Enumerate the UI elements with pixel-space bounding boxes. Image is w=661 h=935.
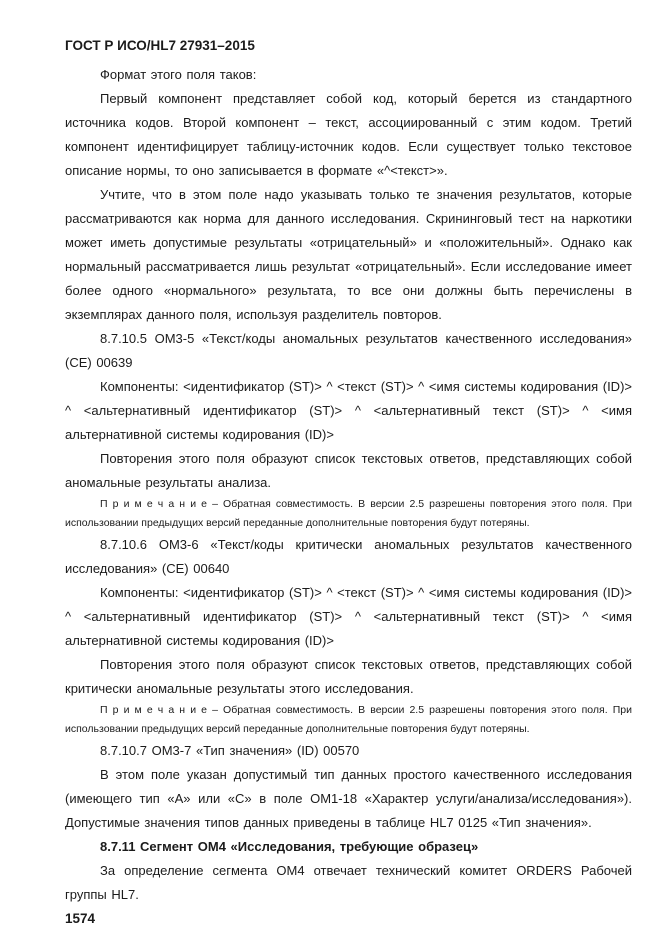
page-number: 1574 [65, 911, 96, 926]
paragraph: Формат этого поля таков: [100, 67, 257, 82]
section-heading: 8.7.10.7 OM3-7 «Тип значения» (ID) 00570 [100, 743, 360, 758]
section-heading-bold: 8.7.11 Сегмент OM4 «Исследования, требующие образец» [100, 839, 479, 854]
note-paragraph: П р и м е ч а н и е – Обратная совместимость. В версии 2.5 разрешены повторения этого поля. При использовании предыдущих версий переданные дополнительные повторения будут потеряны. [65, 498, 632, 529]
paragraph: Учтите, что в этом поле надо указывать только те значения результатов, которые рассматриваются как норма для данного исследования. Скрининговый тест на наркотики может иметь допустимые результаты «отрицательный» и «положительный». Однако как нормальный рассматривается лишь результат «отрицательный». Если исследование имеет более одного «нормального» результата, то все они должны быть перечислены в экземплярах данного поля, используя разделитель повторов. [65, 187, 632, 322]
paragraph: Компоненты: <идентификатор (ST)> ^ <текст (ST)> ^ <имя системы кодирования (ID)> ^ <альтернативный идентификатор (ST)> ^ <альтернативный текст (ST)> ^ <имя альтернативной системы кодирования (ID)> [65, 585, 632, 648]
paragraph: За определение сегмента OM4 отвечает технический комитет ORDERS Рабочей группы HL7. [65, 863, 632, 902]
paragraph: Повторения этого поля образуют список текстовых ответов, представляющих собой критически аномальные результаты этого исследования. [65, 657, 632, 696]
paragraph: Повторения этого поля образуют список текстовых ответов, представляющих собой аномальные результаты анализа. [65, 451, 632, 490]
paragraph: Компоненты: <идентификатор (ST)> ^ <текст (ST)> ^ <имя системы кодирования (ID)> ^ <альтернативный идентификатор (ST)> ^ <альтернативный текст (ST)> ^ <имя альтернативной системы кодирования (ID)> [65, 379, 632, 442]
document-content [65, 63, 632, 907]
paragraph: В этом поле указан допустимый тип данных простого качественного исследования (имеющего тип «A» или «C» в поле OM1-18 «Характер услуги/анализа/исследования»). Допустимые значения типов данных приведены в таблице HL7 0125 «Тип значения». [65, 767, 632, 830]
document-title-header: ГОСТ Р ИСО/HL7 27931–2015 [65, 38, 255, 53]
section-heading: 8.7.10.5 OM3-5 «Текст/коды аномальных результатов качественного исследования» (CE) 00639 [65, 331, 632, 370]
note-paragraph: П р и м е ч а н и е – Обратная совместимость. В версии 2.5 разрешены повторения этого поля. При использовании предыдущих версий переданные дополнительные повторения будут потеряны. [65, 704, 632, 735]
paragraph: Первый компонент представляет собой код, который берется из стандартного источника кодов. Второй компонент – текст, ассоциированный с этим кодом. Третий компонент идентифицирует таблицу-источник кодов. Если существует только текстовое описание нормы, то оно записывается в формате «^<текст>». [65, 91, 632, 178]
section-heading: 8.7.10.6 OM3-6 «Текст/коды критически аномальных результатов качественного исследования» (CE) 00640 [65, 537, 632, 576]
